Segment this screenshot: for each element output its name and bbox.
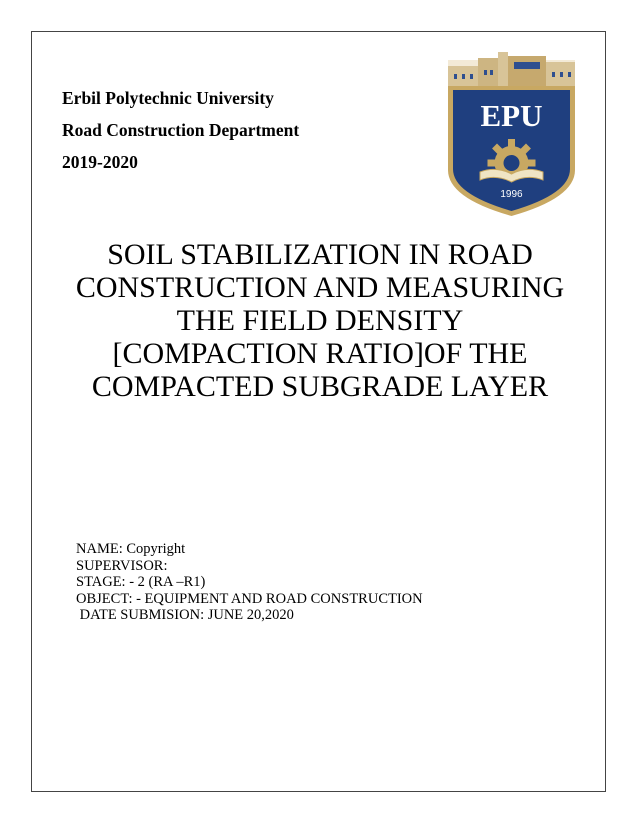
title-line: SOIL STABILIZATION IN ROAD <box>107 238 533 271</box>
document-title <box>40 238 600 403</box>
object-field: OBJECT: - EQUIPMENT AND ROAD CONSTRUCTION <box>76 590 423 607</box>
submission-date: DATE SUBMISION: JUNE 20,2020 <box>76 607 294 623</box>
academic-year: 2019-2020 <box>62 152 138 172</box>
supervisor-field: SUPERVISOR: <box>76 557 168 574</box>
title-line: CONSTRUCTION AND MEASURING <box>75 271 565 304</box>
logo-founded-year: 1996 <box>500 189 523 200</box>
title-line: THE FIELD DENSITY <box>176 304 464 337</box>
logo-acronym: EPU <box>480 98 543 133</box>
document-header <box>62 82 299 178</box>
university-logo <box>444 50 579 218</box>
stage-field: STAGE: - 2 (RA –R1) <box>76 574 206 590</box>
university-name: Erbil Polytechnic University <box>62 88 274 108</box>
title-line: COMPACTED SUBGRADE LAYER <box>91 370 549 403</box>
title-line: [COMPACTION RATIO]OF THE <box>112 337 528 370</box>
student-name: NAME: Copyright <box>76 541 186 557</box>
department-name: Road Construction Department <box>62 120 300 140</box>
student-info <box>76 541 423 624</box>
